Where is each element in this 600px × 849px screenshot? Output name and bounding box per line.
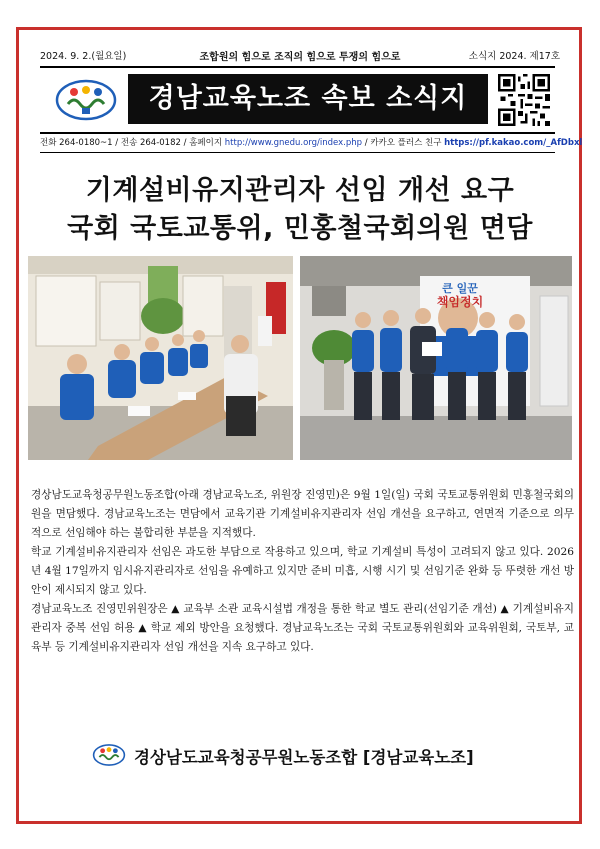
group-photo-drawing [300, 256, 572, 460]
union-logo-icon [54, 78, 118, 122]
phone-number: 전화 264-0180~1 [40, 138, 113, 148]
homepage-label: 홈페이지 [189, 138, 223, 148]
banner-text: 책임정치 [436, 295, 484, 309]
meeting-photo-drawing [28, 256, 293, 460]
contact-line: 전화 264-0180~1 / 전송 264-0182 / 홈페이지 http://www.gnedu.org/index.php / 카카오 플러스 친구 https://pf.kakao.com/_AfDbxl [40, 136, 555, 153]
footer-logo-icon [92, 740, 126, 770]
kakao-link[interactable]: https://pf.kakao.com/_AfDbxl [444, 138, 583, 148]
org-full-name: 경상남도교육청공무원노동조합 [134, 748, 358, 767]
slogan: 조합원의 힘으로 조직의 힘으로 투쟁의 힘으로 [199, 52, 401, 63]
kakao-label: 카카오 플러스 친구 [370, 138, 442, 148]
fax-number: 전송 264-0182 [120, 138, 181, 148]
footer [0, 740, 600, 774]
banner-top-text: 큰 일꾼 [442, 282, 478, 295]
masthead [40, 66, 555, 134]
org-short-name: [경남교육노조] [362, 748, 474, 767]
article-paragraph: 학교 기계설비유지관리자 선임은 과도한 부담으로 작용하고 있으며, 학교 기계설비 특성이 고려되지 않고 있다. 2026년 4월 17일까지 임시유지관리자로 선임을 유예하고 있지만 준비 미흡, 시행 시기 및 선임기준 완화 등 뚜렷한 개선 방안이 제시되지 않고 있다. [31, 546, 574, 596]
masthead-title: 경남교육노조 속보 소식지 [148, 83, 468, 114]
article-paragraph: 경남교육노조 진영민위원장은 ▲ 교육부 소관 교육시설법 개정을 통한 학교 별도 관리(선임기준 개선) ▲ 기계설비유지관리자 중복 선임 허용 ▲ 학교 제외 방안을 요청했다. 경남교육노조는 국회 국토교통위원회와 교육위원회, 국토부, 교육부 등 기계설비유지관리자 선임 개선을 지속 요구하고 있다. [31, 603, 574, 653]
headline-line-2: 국회 국토교통위, 민홍철국회의원 면담 [67, 213, 533, 244]
qr-code-icon[interactable] [498, 74, 550, 126]
top-line [40, 48, 560, 62]
masthead-title-box [128, 74, 488, 124]
issue-number: 소식지 2024. 제17호 [468, 51, 560, 62]
article-paragraph: 경상남도교육청공무원노동조합(아래 경남교육노조, 위원장 진영민)은 9월 1일(일) 국회 국토교통위원회 민홍철국회의원을 면담했다. 경남교육노조는 면담에서 교육기관 기계설비유지관리자 선임 개선을 요구하고, 연면적 기준으로 의무적으로 선임해야 하는 불합리한 부분을 지적했다. [31, 489, 574, 539]
homepage-link[interactable]: http://www.gnedu.org/index.php [224, 138, 363, 148]
headline-line-1: 기계설비유지관리자 선임 개선 요구 [85, 175, 515, 206]
meeting-photo [28, 256, 293, 460]
group-photo [300, 256, 572, 460]
article-body [31, 486, 574, 657]
issue-date: 2024. 9. 2.(월요일) [40, 51, 127, 62]
footer-org-name [134, 744, 474, 768]
